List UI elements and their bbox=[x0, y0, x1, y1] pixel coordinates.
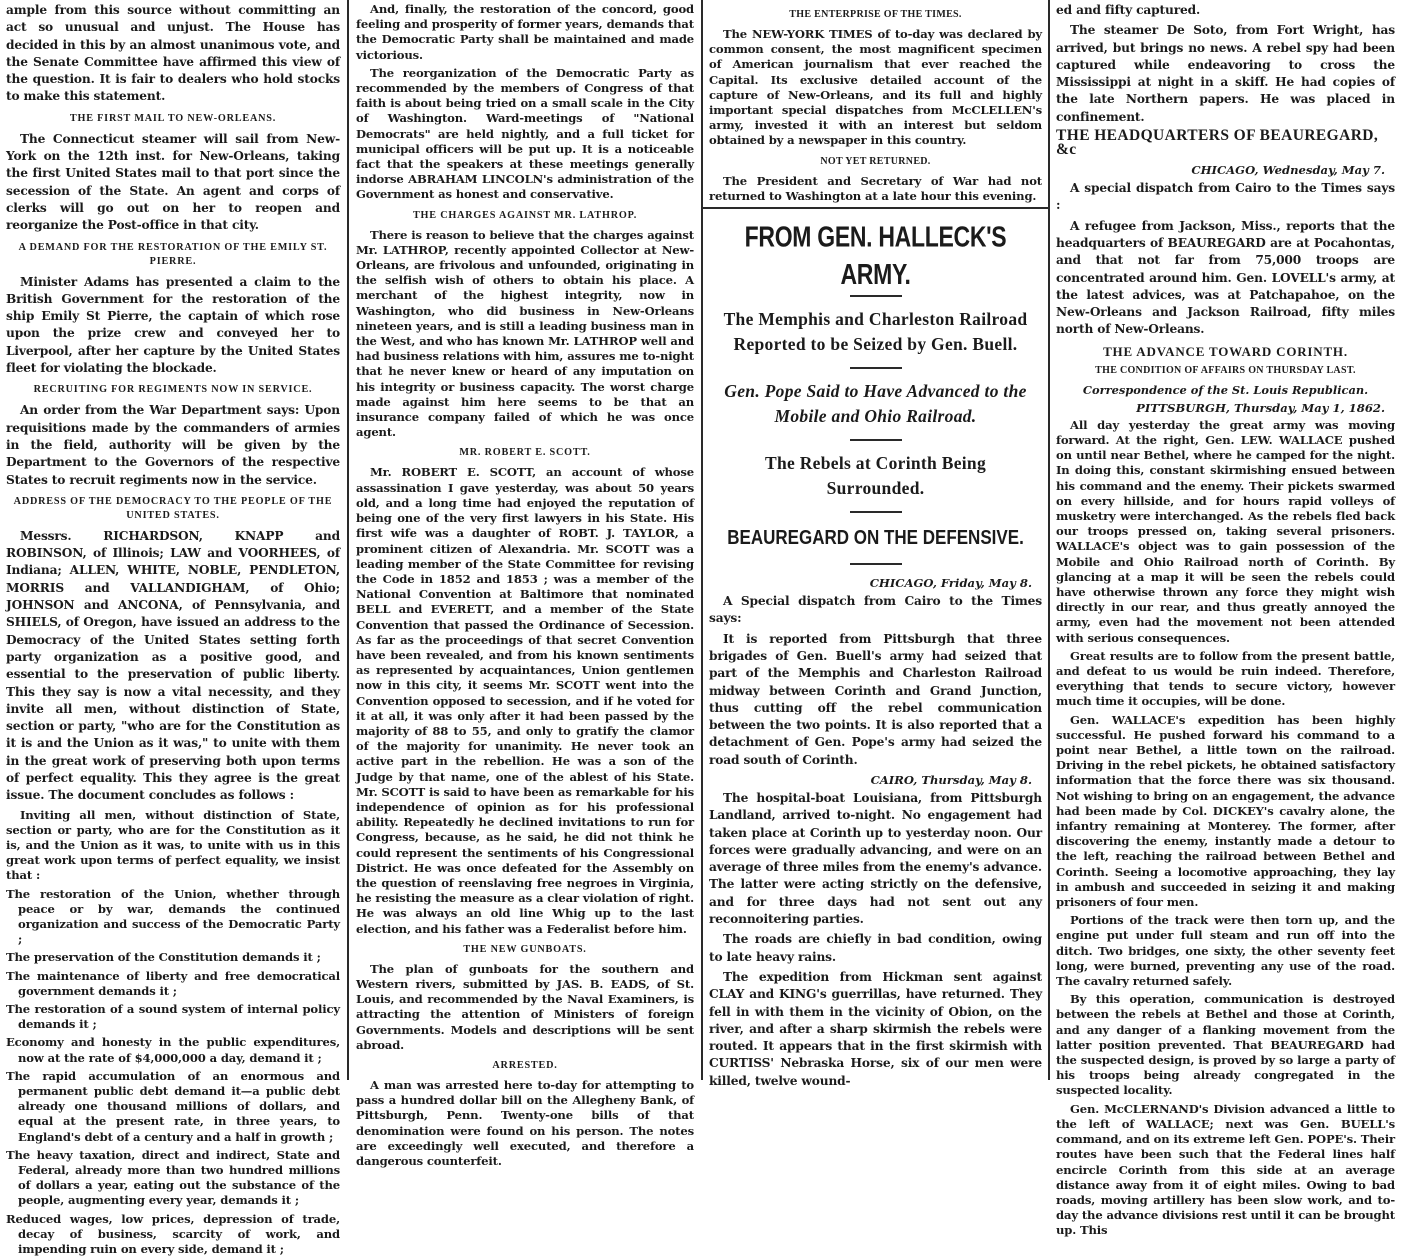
list-item: The restoration of a sound system of internal policy demands it ; bbox=[6, 1002, 340, 1032]
paragraph: The roads are chiefly in bad condition, owing to late heavy rains. bbox=[709, 932, 1042, 964]
paragraph: A man was arrested here to-day for attempting to pass a hundred dollar bill on the Allegheny Bank, of Pittsburgh, Penn. Twenty-one bills of that denomination were found on his person. The notes are exceedingly well executed, and therefore a dangerous counterfeit. bbox=[356, 1078, 694, 1169]
dateline: CHICAGO, Friday, May 8. bbox=[869, 576, 1032, 591]
paragraph: Inviting all men, without distinction of State, section or party, who are for the Constitution as it is, and the Union as it was, to unite with us in this great work upon terms of perfect equality, we insist that : bbox=[6, 807, 340, 883]
paragraph: It is reported from Pittsburgh that three brigades of Gen. Buell's army had seized that part of the Memphis and Charleston Railroad midway between Corinth and Grand Junction, thus cutting off the rebel communication between the two points. It is also reported that a detachment of Gen. Pope's army had seized the road south of Corinth. bbox=[709, 631, 1042, 767]
headline-divider bbox=[850, 367, 902, 369]
paragraph: The plan of gunboats for the southern and Western rivers, submitted by JAS. B. EADS, of St. Louis, and recommended by the Naval Examiners, is attracting the attention of Ministers of foreign Governments. Models and descriptions will be sent abroad. bbox=[356, 961, 694, 1052]
paragraph: All day yesterday the great army was moving forward. At the right, Gen. LEW. WALLACE pushed on until near Bethel, where he camped for the night. In doing this, constant skirmishing ensued between his command and the enemy. Their pickets swarmed on every hillside, and for hours rapid volleys of musketry were interchanged. As the rebels fled back our troops pressed on, taking several prisoners. WALLACE's object was to gain possession of the Mobile and Ohio Railroad north of Corinth. By glancing at a map it will be seen the rebels could have otherwise thrown any force they might wish directly in our rear, and thus greatly annoyed the army, even had the movement not been attended with serious consequences. bbox=[1056, 417, 1395, 645]
section-heading: THE ENTERPRISE OF THE TIMES. bbox=[789, 9, 962, 20]
column-3 bbox=[703, 0, 1048, 1088]
paragraph: The steamer De Soto, from Fort Wright, has arrived, but brings no news. A rebel spy had been captured while endeavoring to cross the Mississippi at night in a skiff. He had copies of the late Northern papers. He was placed in confinement. bbox=[1056, 23, 1395, 124]
section-heading: ADDRESS OF THE DEMOCRACY TO THE PEOPLE OF THE UNITED STATES. bbox=[13, 495, 333, 521]
list-item: Economy and honesty in the public expenditures, now at the rate of $4,000,000 a day, demand it ; bbox=[6, 1035, 340, 1065]
headline-divider bbox=[850, 439, 902, 441]
paragraph: Gen. WALLACE's expedition has been highly successful. He pushed forward his command to a point near Bethel, a little town on the railroad. Driving in the rebel pickets, he obtained satisfactory information that the force there was six thousand. Not wishing to bring on an engagement, the advance had been made by Col. DICKEY's cavalry alone, the infantry remaining at Monterey. The former, after discovering the enemy, instantly made a detour to the left, reaching the railroad between Bethel and Corinth. Seeing a locomotive approaching, they lay in ambush and succeeded in seizing it and making prisoners of four men. bbox=[1056, 712, 1395, 910]
list-item: The restoration of the Union, whether through peace or by war, demands the continued organization and success of the Democratic Party ; bbox=[6, 886, 340, 947]
column-rule bbox=[347, 0, 349, 1080]
headline-divider bbox=[850, 563, 902, 565]
dateline: CHICAGO, Wednesday, May 7. bbox=[1191, 163, 1385, 178]
paragraph: Portions of the track were then torn up, and the engine put under full steam and run off into the ditch. Two bridges, one sixty, the other seventy feet long, were burned, preventing any use of the road. The cavalry returned safely. bbox=[1056, 913, 1395, 989]
section-heading: THE NEW GUNBOATS. bbox=[463, 943, 587, 955]
section-heading: MR. ROBERT E. SCOTT. bbox=[459, 447, 591, 459]
paragraph: And, finally, the restoration of the concord, good feeling and prosperity of former years, demands that the Democratic Party shall be maintained and made victorious. bbox=[356, 2, 694, 62]
correspondence-line: Correspondence of the St. Louis Republican. bbox=[1082, 382, 1369, 397]
sub-headline: BEAUREGARD ON THE DEFENSIVE. bbox=[727, 526, 1024, 549]
paragraph: A refugee from Jackson, Miss., reports that the headquarters of BEAUREGARD are at Pocahontas, and that not far from 75,000 troops are concentrated around him. Gen. LOVELL's army, at the latest advices, was at Patchapahoe, on the New-Orleans and Jackson Railroad, fifty miles north of New-Orleans. bbox=[1056, 218, 1395, 337]
column-2 bbox=[350, 0, 700, 1169]
paragraph: The reorganization of the Democratic Party as recommended by the members of Congress of that faith is about being tried on a small scale in the City of Washington. Ward-meetings of "National Democrats" are held nightly, and a full ticket for municipal officers will be put up. It is a noticeable fact that the speakers at these meetings generally indorse ABRAHAM LINCOLN's administration of the Government as honest and conservative. bbox=[356, 65, 694, 202]
section-heading: THE ADVANCE TOWARD CORINTH. bbox=[1103, 343, 1348, 359]
section-heading: ARRESTED. bbox=[492, 1060, 558, 1071]
main-headline: FROM GEN. HALLECK'S ARMY. bbox=[744, 220, 1007, 291]
paragraph: Mr. ROBERT E. SCOTT, an account of whose assassination I gave yesterday, was about 50 years old, and a long time had enjoyed the reputation of being one of the very first lawyers in his State. His first wife was a daughter of ROBT. J. TAYLOR, a prominent citizen of Alexandria. Mr. SCOTT was a leading member of the State Committee for revising the Code in 1852 and 1853 ; was a member of the National Convention at Baltimore that nominated BELL and EVERETT, and a member of the State Convention that passed the Ordinance of Secession. As far as the proceedings of that secret Convention have been revealed, and from his known sentiments as represented by acquaintances, Union gentlemen now in this city, it seems Mr. SCOTT went into the Convention opposed to secession, and if he voted for it at all, it was only after it had been passed by the majority of 88 to 55, and only to gratify the clamor of the majority for unanimity. He never took an active part in the rebellion. He was a son of the Judge by that name, one of the ablest of his State. Mr. SCOTT is said to have been as remarkable for his independence of opinion as for his professional ability. Repeatedly he declined invitations to run for Congress, because, as he said, he did not think he could represent the sentiments of his Congressional District. He was once defeated for the Assembly on the question of reenslaving free negroes in Virginia, he resisting the measure as a clear violation of right. He was always an old line Whig up to the last election, and his father was a Federalist before him. bbox=[356, 465, 694, 936]
section-heading: THE FIRST MAIL TO NEW-ORLEANS. bbox=[69, 112, 277, 124]
paragraph: The NEW-YORK TIMES of to-day was declared by common consent, the most magnificent specimen of American journalism that ever reached the Capital. Its exclusive detailed account of the capture of New-Orleans, and its full and highly important special dispatches from McCLELLEN's army, invested it with an interest but seldom obtained by a newspaper in this country. bbox=[709, 27, 1042, 148]
paragraph: The Connecticut steamer will sail from New-York on the 12th inst. for New-Orleans, taking the first United States mail to that port since the secession of the State. An agent and corps of clerks will go out on her to reopen and reorganize the Post-office in that city. bbox=[6, 131, 340, 233]
paragraph: ed and fifty captured. bbox=[1056, 3, 1201, 17]
list-item: The preservation of the Constitution demands it ; bbox=[6, 950, 321, 965]
paragraph: ample from this source without committing an act so unusual and unjust. The House has decided in this by an almost unanimous vote, and the Senate Committee have affirmed this view of the question. It is fair to dealers who hold stocks to make this statement. bbox=[6, 3, 340, 104]
headline-divider bbox=[850, 511, 902, 513]
paragraph: The expedition from Hickman sent against CLAY and KING's guerrillas, have returned. They fell in with them in the vicinity of Obion, on the river, and after a sharp skirmish the rebels were routed. It appears that in the first skirmish with CURTISS' Nebraska Horse, six of our men were killed, twelve wound- bbox=[709, 969, 1042, 1088]
column-4 bbox=[1050, 0, 1401, 1238]
section-heading: NOT YET RETURNED. bbox=[820, 155, 931, 167]
paragraph: Minister Adams has presented a claim to the British Government for the restoration of the ship Emily St Pierre, the captain of which rose upon the prize crew and conveyed her to Liverpool, after her capture by the United States fleet for violating the blockade. bbox=[6, 274, 340, 376]
section-subheading: THE CONDITION OF AFFAIRS ON THURSDAY LAST. bbox=[1095, 364, 1356, 376]
list-item: Reduced wages, low prices, depression of trade, decay of business, scarcity of work, and impending ruin on every side, demand it ; bbox=[6, 1211, 340, 1257]
column-1 bbox=[0, 0, 346, 1257]
paragraph: A special dispatch from Cairo to the Times says : bbox=[1056, 181, 1395, 213]
section-heading: THE HEADQUARTERS OF BEAUREGARD, &c bbox=[1056, 127, 1379, 159]
paragraph: Gen. McCLERNAND's Division advanced a little to the left of WALLACE; next was Gen. BUELL's command, and on its extreme left Gen. POPE's. Their routes have been such that the Federal lines half encircle Corinth from this side at an average distance away from it of eight miles. Owing to bad roads, moving artillery has been slow work, and to-day the advance divisions rest until it can be brought up. This bbox=[1056, 1101, 1395, 1238]
dateline: CAIRO, Thursday, May 8. bbox=[870, 773, 1032, 787]
paragraph: A Special dispatch from Cairo to the Times says: bbox=[709, 594, 1042, 626]
list-item: The heavy taxation, direct and indirect, State and Federal, already more than two hundred millions of dollars a year, eating out the substance of the people, augmenting every year, demands it ; bbox=[6, 1147, 340, 1208]
section-heading: A DEMAND FOR THE RESTORATION OF THE EMILY ST. PIERRE. bbox=[18, 241, 328, 267]
paragraph: By this operation, communication is destroyed between the rebels at Bethel and those at Corinth, and any danger of a flanking movement from the latter position prevented. That BEAUREGARD had the suspected design, is proved by so large a party of his troops being already congregated in the suspected locality. bbox=[1056, 992, 1395, 1098]
section-rule bbox=[703, 207, 1048, 209]
paragraph: The President and Secretary of War had not returned to Washington at a late hour this evening. bbox=[709, 173, 1042, 203]
dateline: PITTSBURGH, Thursday, May 1, 1862. bbox=[1136, 400, 1385, 415]
list-item: The rapid accumulation of an enormous and permanent public debt demand it—a public debt already one thousand millions of dollars, and equal at the present rate, in three years, to England's debt of a century and a half in growth ; bbox=[6, 1068, 340, 1144]
section-heading: RECRUITING FOR REGIMENTS NOW IN SERVICE. bbox=[33, 384, 313, 396]
headline-divider bbox=[850, 295, 902, 297]
paragraph: An order from the War Department says: Upon requisitions made by the commanders of armies in the field, authority will be given by the Department to the Governors of the respective States to recruit regiments now in the service. bbox=[6, 403, 340, 487]
sub-headline: Gen. Pope Said to Have Advanced to the Mobile and Ohio Railroad. bbox=[724, 381, 1027, 427]
section-heading: THE CHARGES AGAINST MR. LATHROP. bbox=[412, 209, 638, 221]
paragraph: Great results are to follow from the present battle, and defeat to us would be ruin indeed. Therefore, everything that tends to secure victory, however much time it occupies, will be done. bbox=[1056, 648, 1395, 709]
sub-headline: The Memphis and Charleston Railroad Reported to be Seized by Gen. Buell. bbox=[723, 309, 1028, 355]
paragraph: There is reason to believe that the charges against Mr. LATHROP, recently appointed Collector at New-Orleans, are frivolous and unfounded, originating in the selfish wish of others to obtain his place. A merchant of the highest integrity, now in Washington, who did business in New-Orleans nineteen years, and is still a leading business man in the West, and who has known Mr. LATHROP well and had business relations with him, assures me to-night that he never knew or heard of any imputation on his integrity or business capacity. The worst charge made against him here seems to be that an insurance company failed of which he was once agent. bbox=[356, 227, 694, 440]
sub-headline: The Rebels at Corinth Being Surrounded. bbox=[764, 453, 987, 499]
list-item: The maintenance of liberty and free democratical government demands it ; bbox=[6, 968, 340, 998]
paragraph: The hospital-boat Louisiana, from Pittsburgh Landland, arrived to-night. No engagement had taken place at Corinth up to yesterday noon. Our forces were gradually advancing, and were on an average of three miles from the enemy's advance. The latter were acting strictly on the defensive, and for three days had not sent out any reconnoitering parties. bbox=[709, 791, 1042, 927]
paragraph: Messrs. RICHARDSON, KNAPP and ROBINSON, of Illinois; LAW and VOORHEES, of Indiana; ALLEN, WHITE, NOBLE, PENDLETON, MORRIS and VALLANDIGHAM, of Ohio; JOHNSON and ANCONA, of Pennsylvania, and SHIELS, of Oregon, have issued an address to the Democracy of the United States setting forth party organization as a positive good, and essential to the preservation of public liberty. This they say is now a vital necessity, and they invite all men, without distinction of State, section or party, "who are for the Constitution as it is and the Union as it was," to unite with them in the great work of preserving both upon terms of perfect equality. This they agree is the great issue. The document concludes as follows : bbox=[6, 528, 340, 803]
